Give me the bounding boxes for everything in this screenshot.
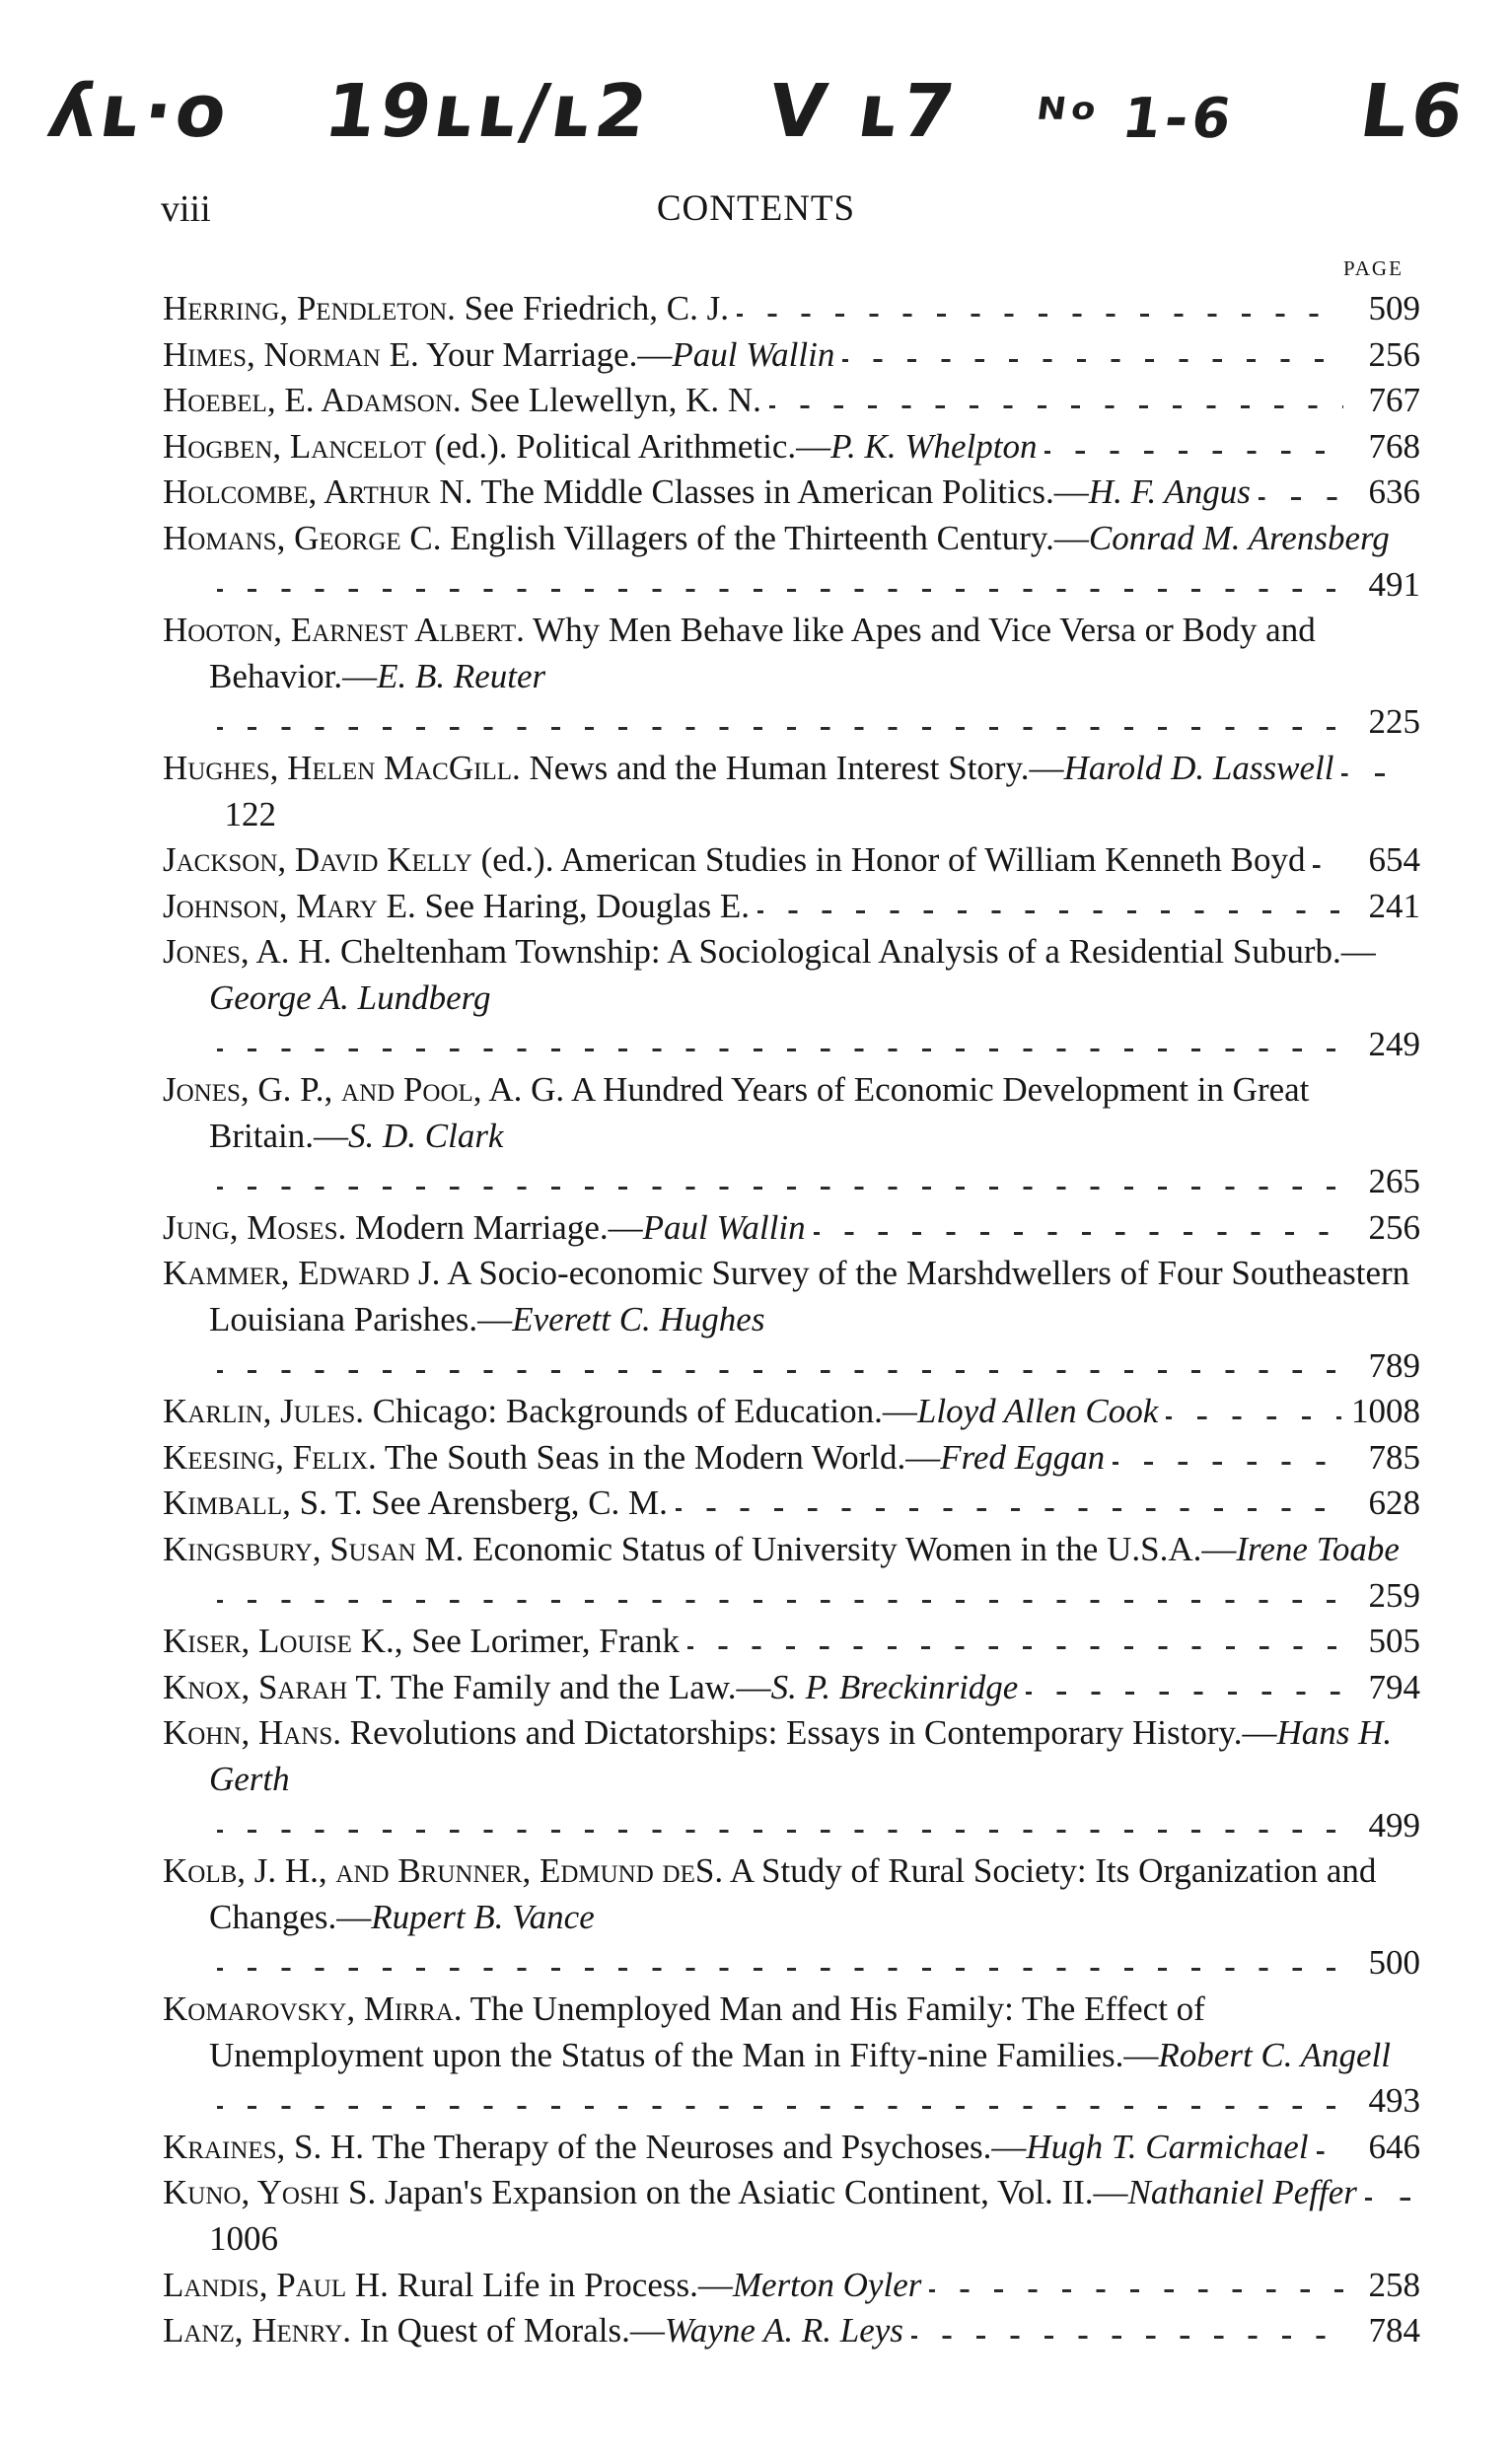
- page-number: 493: [1368, 2081, 1420, 2121]
- contents-entry: [163, 837, 1420, 884]
- dot-leader: [680, 1619, 1353, 1665]
- entry-text: [163, 424, 1038, 470]
- book-title: Japan's Expansion on the Asiatic Continent, Vol. II.—: [376, 2173, 1128, 2212]
- dot-leader: [1158, 1389, 1351, 1435]
- reviewer-name: P. K. Whelpton: [830, 426, 1038, 466]
- page-number: 636: [1368, 472, 1420, 512]
- author-name: Kuno, Yoshi S.: [163, 2173, 377, 2212]
- entry-text: [163, 1665, 1019, 1711]
- dot-leader: [1357, 2170, 1420, 2216]
- book-title: Cheltenham Township: A Sociological Analysis of a Residential Suburb.—: [331, 932, 1376, 972]
- handwritten-mark: ᴺᵒ 1-6: [1031, 87, 1240, 151]
- reviewer-name: Fred Eggan: [940, 1437, 1106, 1477]
- entry-text: [163, 1389, 1159, 1435]
- author-name: Kraines, S. H.: [163, 2127, 365, 2166]
- entry-text: [163, 1619, 680, 1665]
- book-title: In Quest of Morals.—: [350, 2311, 665, 2351]
- dot-leader: [209, 699, 1353, 746]
- dot-leader: [209, 1803, 1353, 1849]
- contents-entry: [163, 1527, 1420, 1619]
- author-name: Johnson, Mary E.: [163, 886, 416, 925]
- contents-entry: [163, 2125, 1420, 2171]
- reviewer-name: Wayne A. R. Leys: [664, 2311, 903, 2351]
- handwritten-mark: ʎʟ·o: [42, 69, 237, 154]
- contents-list: [163, 286, 1420, 2354]
- author-name: Kiser, Louise K.,: [163, 1622, 403, 1661]
- page-number: 509: [1368, 289, 1420, 327]
- reviewer-name: E. B. Reuter: [377, 656, 546, 695]
- entry-text: [163, 1251, 1420, 1342]
- page-number: 768: [1368, 426, 1420, 466]
- entry-text: [163, 929, 1420, 1021]
- book-title: The Unemployed Man and His Family: The Effect of Unemployment upon the Status of the Man in Fifty-nine Families.—: [209, 1989, 1205, 2074]
- handwritten-mark: V ʟ7: [762, 69, 964, 154]
- handwritten-mark: L6: [1354, 69, 1473, 154]
- contents-entry: [163, 424, 1420, 470]
- contents-entry: [163, 286, 1420, 332]
- reviewer-name: Robert C. Angell: [1158, 2035, 1391, 2074]
- entry-text: [163, 378, 761, 424]
- entry-text: [163, 837, 1306, 884]
- contents-entry: [163, 746, 1420, 837]
- book-title: News and the Human Interest Story.—: [520, 748, 1064, 787]
- reviewer-name: S. D. Clark: [347, 1116, 504, 1155]
- entry-text: [163, 470, 1251, 516]
- contents-entry: [163, 929, 1420, 1067]
- author-name: Hoebel, E. Adamson.: [163, 381, 462, 420]
- author-name: Jung, Moses.: [163, 1207, 347, 1247]
- contents-entry: [163, 1435, 1420, 1482]
- reviewer-name: Hugh T. Carmichael: [1026, 2127, 1309, 2166]
- dot-leader: [806, 1205, 1353, 1252]
- page-number: 767: [1368, 381, 1420, 420]
- contents-entry: [163, 1067, 1420, 1205]
- page-folio: viii: [161, 188, 211, 230]
- book-title: See Llewellyn, K. N.: [461, 381, 761, 420]
- book-title: See Friedrich, C. J.: [455, 289, 729, 327]
- book-title: Your Marriage.—: [418, 334, 673, 374]
- book-title: See Arensberg, C. M.: [362, 1483, 668, 1523]
- entry-text: [163, 884, 750, 930]
- author-name: Kingsbury, Susan M.: [163, 1530, 465, 1569]
- entry-text: [163, 2125, 1309, 2171]
- entry-text: [163, 332, 835, 379]
- page-number: 785: [1368, 1437, 1420, 1477]
- reviewer-name: H. F. Angus: [1088, 472, 1251, 512]
- page-number: 500: [1368, 1943, 1420, 1983]
- dot-leader: [209, 1940, 1353, 1987]
- contents-entry: [163, 1389, 1420, 1435]
- author-name: Herring, Pendleton.: [163, 289, 456, 327]
- contents-entry: [163, 2263, 1420, 2309]
- contents-entry: [163, 378, 1420, 424]
- author-name: Jones, G. P., and Pool, A. G.: [163, 1070, 565, 1110]
- reviewer-name: Paul Wallin: [672, 334, 835, 374]
- page-number: 258: [1368, 2265, 1420, 2304]
- dot-leader: [750, 884, 1353, 930]
- dot-leader: [1105, 1435, 1353, 1482]
- author-name: Kolb, J. H., and Brunner, Edmund deS.: [163, 1851, 724, 1891]
- dot-leader: [209, 562, 1353, 609]
- contents-entry: [163, 2308, 1420, 2354]
- entry-text: [163, 1527, 1400, 1573]
- author-name: Hughes, Helen MacGill.: [163, 748, 521, 787]
- dot-leader: [834, 332, 1353, 379]
- contents-entry: [163, 1848, 1420, 1987]
- author-name: Landis, Paul H.: [163, 2265, 389, 2304]
- entry-text: [163, 286, 729, 332]
- dot-leader: [209, 2078, 1353, 2125]
- book-title: Revolutions and Dictatorships: Essays in Contemporary History.—: [340, 1713, 1277, 1753]
- page-number: 505: [1368, 1622, 1420, 1661]
- reviewer-name: S. P. Breckinridge: [770, 1667, 1019, 1706]
- book-title: Rural Life in Process.—: [388, 2265, 733, 2304]
- entry-text: [163, 1987, 1420, 2078]
- reviewer-name: Paul Wallin: [642, 1207, 806, 1247]
- contents-entry: [163, 516, 1420, 608]
- book-title: Why Men Behave like Apes and Vice Versa or Body and Behavior.—: [209, 611, 1316, 695]
- book-title: English Villagers of the Thirteenth Century.—: [441, 518, 1089, 557]
- page-number: 256: [1368, 334, 1420, 374]
- book-title: (ed.). American Studies in Honor of William Kenneth Boyd: [471, 840, 1306, 880]
- contents-entry: [163, 332, 1420, 379]
- entry-text: [163, 1067, 1420, 1159]
- entry-text: [163, 2263, 922, 2309]
- dot-leader: [209, 1573, 1353, 1620]
- dot-leader: [1037, 424, 1353, 470]
- entry-text: [163, 1848, 1420, 1940]
- page-number: 241: [1368, 886, 1420, 925]
- author-name: Holcombe, Arthur N.: [163, 472, 473, 512]
- entry-text: [163, 1481, 668, 1527]
- contents-entry: [163, 2170, 1420, 2262]
- page-number: 122: [224, 794, 276, 833]
- author-name: Hogben, Lancelot: [163, 426, 426, 466]
- reviewer-name: George A. Lundberg: [209, 977, 491, 1017]
- author-name: Lanz, Henry.: [163, 2311, 351, 2351]
- page-number: 789: [1368, 1345, 1420, 1385]
- book-title: The Family and the Law.—: [382, 1667, 771, 1706]
- book-title: A Hundred Years of Economic Development in Great Britain.—: [209, 1070, 1310, 1155]
- book-title: Chicago: Backgrounds of Education.—: [364, 1392, 917, 1431]
- page-column-label: PAGE: [1343, 256, 1404, 280]
- reviewer-name: Merton Oyler: [732, 2265, 922, 2304]
- book-title: (ed.). Political Arithmetic.—: [425, 426, 831, 466]
- dot-leader: [1251, 470, 1353, 516]
- entry-text: [163, 516, 1390, 562]
- page-number: 628: [1368, 1483, 1420, 1523]
- dot-leader: [903, 2308, 1353, 2354]
- entry-text: [163, 608, 1420, 699]
- author-name: Kammer, Edward J.: [163, 1254, 441, 1293]
- dot-leader: [761, 378, 1353, 424]
- contents-entry: [163, 1251, 1420, 1389]
- entry-text: [163, 1205, 806, 1252]
- handwritten-mark: 19ʟʟ/ʟ2: [319, 69, 657, 154]
- author-name: Kimball, S. T.: [163, 1483, 363, 1523]
- reviewer-name: Everett C. Hughes: [512, 1300, 765, 1339]
- author-name: Keesing, Felix.: [163, 1437, 377, 1477]
- entry-text: [163, 746, 1334, 792]
- entry-text: [163, 1435, 1106, 1482]
- page-number: 1008: [1351, 1392, 1420, 1431]
- page-number: 491: [1368, 564, 1420, 604]
- dot-leader: [921, 2263, 1353, 2309]
- contents-entry: [163, 1619, 1420, 1665]
- entry-text: [163, 2170, 1357, 2216]
- entry-text: [163, 2308, 903, 2354]
- page-number: 249: [1368, 1024, 1420, 1063]
- reviewer-name: Rupert B. Vance: [371, 1897, 595, 1936]
- dot-leader: [1305, 837, 1353, 884]
- contents-entry: [163, 1987, 1420, 2125]
- contents-entry: [163, 1710, 1420, 1848]
- reviewer-name: Lloyd Allen Cook: [916, 1392, 1159, 1431]
- page-number: 646: [1368, 2127, 1420, 2166]
- entry-text: [163, 1710, 1420, 1802]
- author-name: Hooton, Earnest Albert.: [163, 611, 525, 650]
- book-title: The Therapy of the Neuroses and Psychoses.—: [364, 2127, 1027, 2166]
- author-name: Komarovsky, Mirra.: [163, 1989, 463, 2028]
- author-name: Knox, Sarah T.: [163, 1667, 383, 1706]
- book-title: See Haring, Douglas E.: [415, 886, 750, 925]
- reviewer-name: Harold D. Lasswell: [1063, 748, 1334, 787]
- page-number: 794: [1368, 1667, 1420, 1706]
- page-number: 654: [1368, 840, 1420, 880]
- page-title: CONTENTS: [656, 188, 856, 229]
- page-number: 784: [1368, 2311, 1420, 2351]
- reviewer-name: Hans H. Gerth: [209, 1713, 1393, 1798]
- author-name: Kohn, Hans.: [163, 1713, 341, 1753]
- page-number: 265: [1368, 1162, 1420, 1201]
- contents-entry: [163, 1481, 1420, 1527]
- book-title: See Lorimer, Frank: [402, 1622, 680, 1661]
- dot-leader: [729, 286, 1353, 332]
- author-name: Jackson, David Kelly: [163, 840, 472, 880]
- book-title: The Middle Classes in American Politics.—: [472, 472, 1089, 512]
- book-title: The South Seas in the Modern World.—: [376, 1437, 941, 1477]
- book-title: A Socio-economic Survey of the Marshdwellers of Four Southeastern Louisiana Parishes.—: [209, 1254, 1410, 1339]
- contents-entry: [163, 1665, 1420, 1711]
- dot-leader: [1309, 2125, 1353, 2171]
- contents-entry: [163, 470, 1420, 516]
- book-title: A Study of Rural Society: Its Organization and Changes.—: [209, 1851, 1377, 1936]
- reviewer-name: Nathaniel Peffer: [1127, 2173, 1357, 2212]
- reviewer-name: Irene Toabe: [1236, 1530, 1400, 1569]
- page-number: 259: [1368, 1575, 1420, 1615]
- reviewer-name: Conrad M. Arensberg: [1088, 518, 1390, 557]
- dot-leader: [1018, 1665, 1353, 1711]
- contents-entry: [163, 608, 1420, 746]
- contents-entry: [163, 884, 1420, 930]
- dot-leader: [668, 1481, 1353, 1527]
- author-name: Himes, Norman E.: [163, 334, 419, 374]
- book-title: Economic Status of University Women in the U.S.A.—: [464, 1530, 1237, 1569]
- author-name: Jones, A. H.: [163, 932, 332, 972]
- page-number: 499: [1368, 1805, 1420, 1844]
- book-title: Modern Marriage.—: [346, 1207, 643, 1247]
- dot-leader: [209, 1022, 1353, 1068]
- handwritten-call-number: [42, 69, 1473, 178]
- author-name: Homans, George C.: [163, 518, 442, 557]
- page-number: 1006: [209, 2218, 278, 2258]
- dot-leader: [209, 1343, 1353, 1390]
- author-name: Karlin, Jules.: [163, 1392, 365, 1431]
- dot-leader: [1333, 746, 1420, 792]
- page-number: 256: [1368, 1207, 1420, 1247]
- dot-leader: [209, 1159, 1353, 1205]
- contents-entry: [163, 1205, 1420, 1252]
- page-number: 225: [1368, 702, 1420, 742]
